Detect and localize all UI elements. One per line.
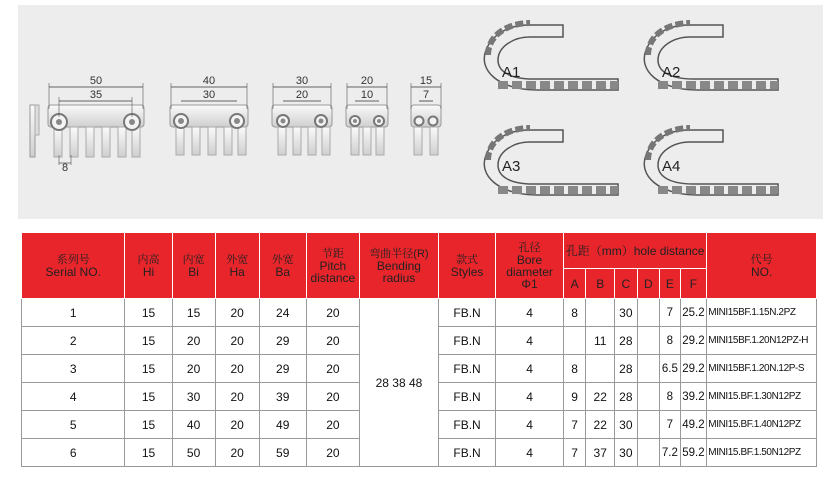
dim-outer-50: 50: [89, 75, 103, 87]
cell-serial: 2: [22, 327, 125, 355]
cell-style: FB.N: [438, 411, 495, 439]
header-bi: 内宽 Bi: [172, 233, 215, 299]
cell-e: 7: [660, 299, 680, 327]
cell-ha: 20: [215, 327, 259, 355]
cell-hi: 15: [125, 299, 172, 327]
link-drawing-20: [346, 75, 388, 155]
cell-hi: 15: [125, 439, 172, 467]
header-bore: 孔径 Bore diameter Φ1: [496, 233, 564, 299]
cell-pitch: 20: [306, 439, 359, 467]
link-drawing-40: [170, 75, 248, 155]
dim-outer-20: 20: [360, 75, 374, 87]
cell-code: MINI15BF.1.20N12PZ-H: [707, 327, 817, 355]
cell-d: [637, 355, 660, 383]
header-hole-d: D: [637, 269, 660, 299]
cell-bore: 4: [496, 383, 564, 411]
cell-e: 8: [660, 383, 680, 411]
style-label-a4: A4: [662, 158, 681, 175]
style-label-a1: A1: [502, 64, 521, 81]
cell-bi: 30: [172, 383, 215, 411]
link-drawing-50: [30, 75, 144, 174]
cell-ba: 39: [259, 383, 306, 411]
cell-c: 30: [615, 439, 638, 467]
cell-f: 29.2: [680, 327, 707, 355]
cell-e: 7: [660, 411, 680, 439]
cell-bore: 4: [496, 411, 564, 439]
chain-style-a3: [484, 128, 618, 195]
cell-ha: 20: [215, 299, 259, 327]
cell-code: MINI15.BF.1.40N12PZ: [707, 411, 817, 439]
header-hole-a: A: [563, 269, 586, 299]
cell-bore: 4: [496, 439, 564, 467]
cell-a: [563, 327, 586, 355]
cell-bi: 20: [172, 327, 215, 355]
cell-ha: 20: [215, 355, 259, 383]
dim-outer-15: 15: [419, 75, 433, 87]
cell-e: 7.2: [660, 439, 680, 467]
cell-code: MINI15BF.1.15N.2PZ: [707, 299, 817, 327]
cell-c: 28: [615, 383, 638, 411]
cell-c: 28: [615, 327, 638, 355]
cell-bending-radius: 28 38 48: [360, 299, 439, 467]
chain-style-a2: [644, 23, 778, 90]
chain-style-a4: [644, 128, 778, 195]
cell-code: MINI15.BF.1.50N12PZ: [707, 439, 817, 467]
style-label-a3: A3: [502, 158, 521, 175]
cell-ba: 24: [259, 299, 306, 327]
cell-bi: 15: [172, 299, 215, 327]
cell-bore: 4: [496, 355, 564, 383]
header-styles: 款式 Styles: [438, 233, 495, 299]
header-hole-f: F: [680, 269, 707, 299]
header-ha: 外宽 Ha: [215, 233, 259, 299]
cell-c: 30: [615, 411, 638, 439]
cell-d: [637, 383, 660, 411]
cell-pitch: 20: [306, 299, 359, 327]
cell-c: 28: [615, 355, 638, 383]
cell-serial: 5: [22, 411, 125, 439]
dim-outer-40: 40: [202, 75, 216, 87]
cell-ba: 49: [259, 411, 306, 439]
cell-style: FB.N: [438, 299, 495, 327]
cell-hi: 15: [125, 411, 172, 439]
cell-f: 49.2: [680, 411, 707, 439]
cell-code: MINI15BF.1.20N.12P-S: [707, 355, 817, 383]
header-pitch: 节距 Pitch distance: [306, 233, 359, 299]
cell-style: FB.N: [438, 355, 495, 383]
cell-pitch: 20: [306, 327, 359, 355]
cell-serial: 6: [22, 439, 125, 467]
cell-e: 8: [660, 327, 680, 355]
cell-bore: 4: [496, 327, 564, 355]
cell-f: 39.2: [680, 383, 707, 411]
cell-pitch: 20: [306, 355, 359, 383]
cell-b: 37: [586, 439, 615, 467]
cell-a: 8: [563, 355, 586, 383]
cell-a: 9: [563, 383, 586, 411]
header-ba: 外宽 Ba: [259, 233, 306, 299]
header-hole-e: E: [660, 269, 680, 299]
cell-ba: 29: [259, 355, 306, 383]
cell-style: FB.N: [438, 383, 495, 411]
cell-style: FB.N: [438, 327, 495, 355]
cell-hi: 15: [125, 355, 172, 383]
header-code: 代号 NO.: [707, 233, 817, 299]
cell-code: MINI15.BF.1.30N12PZ: [707, 383, 817, 411]
table-row: [22, 299, 817, 327]
cell-bore: 4: [496, 299, 564, 327]
cell-ha: 20: [215, 383, 259, 411]
cell-bi: 50: [172, 439, 215, 467]
cell-d: [637, 327, 660, 355]
header-bending-radius: 弯曲半径(R) Bending radius: [360, 233, 439, 299]
header-hi: 内高 Hi: [125, 233, 172, 299]
dim-inner-35: 35: [89, 89, 103, 101]
cell-d: [637, 299, 660, 327]
dim-inner-7: 7: [422, 89, 430, 101]
dim-inner-10: 10: [360, 89, 374, 101]
cell-ha: 20: [215, 411, 259, 439]
cell-hi: 15: [125, 327, 172, 355]
link-drawing-30: [272, 75, 332, 155]
dim-inner-30: 30: [202, 89, 216, 101]
cell-f: 25.2: [680, 299, 707, 327]
header-hole-distance: 孔距（mm）hole distance: [563, 233, 706, 269]
cell-ba: 59: [259, 439, 306, 467]
spec-table: [21, 232, 817, 467]
cell-f: 29.2: [680, 355, 707, 383]
link-drawing-15: [411, 75, 441, 155]
cell-style: FB.N: [438, 439, 495, 467]
cell-bi: 20: [172, 355, 215, 383]
cell-hi: 15: [125, 383, 172, 411]
cell-a: 8: [563, 299, 586, 327]
header-serial: 系列号 Serial NO.: [22, 233, 125, 299]
cell-pitch: 20: [306, 383, 359, 411]
cell-a: 7: [563, 411, 586, 439]
cell-ha: 20: [215, 439, 259, 467]
dim-inner-20: 20: [295, 89, 309, 101]
cell-a: 7: [563, 439, 586, 467]
cell-c: 30: [615, 299, 638, 327]
style-label-a2: A2: [662, 64, 681, 81]
cell-pitch: 20: [306, 411, 359, 439]
cell-serial: 1: [22, 299, 125, 327]
cell-d: [637, 439, 660, 467]
svg-text:8: 8: [61, 162, 69, 174]
cell-b: [586, 355, 615, 383]
cell-e: 6.5: [660, 355, 680, 383]
cell-b: 22: [586, 383, 615, 411]
cell-serial: 4: [22, 383, 125, 411]
header-hole-c: C: [615, 269, 638, 299]
cell-f: 59.2: [680, 439, 707, 467]
cell-ba: 29: [259, 327, 306, 355]
cell-d: [637, 411, 660, 439]
cell-serial: 3: [22, 355, 125, 383]
cell-b: 11: [586, 327, 615, 355]
chain-style-a1: [484, 23, 618, 90]
cell-bi: 40: [172, 411, 215, 439]
dim-outer-30: 30: [295, 75, 309, 87]
cell-b: 22: [586, 411, 615, 439]
link-drawings: [18, 5, 823, 219]
drawings-panel: [18, 5, 823, 219]
header-hole-b: B: [586, 269, 615, 299]
cell-b: [586, 299, 615, 327]
